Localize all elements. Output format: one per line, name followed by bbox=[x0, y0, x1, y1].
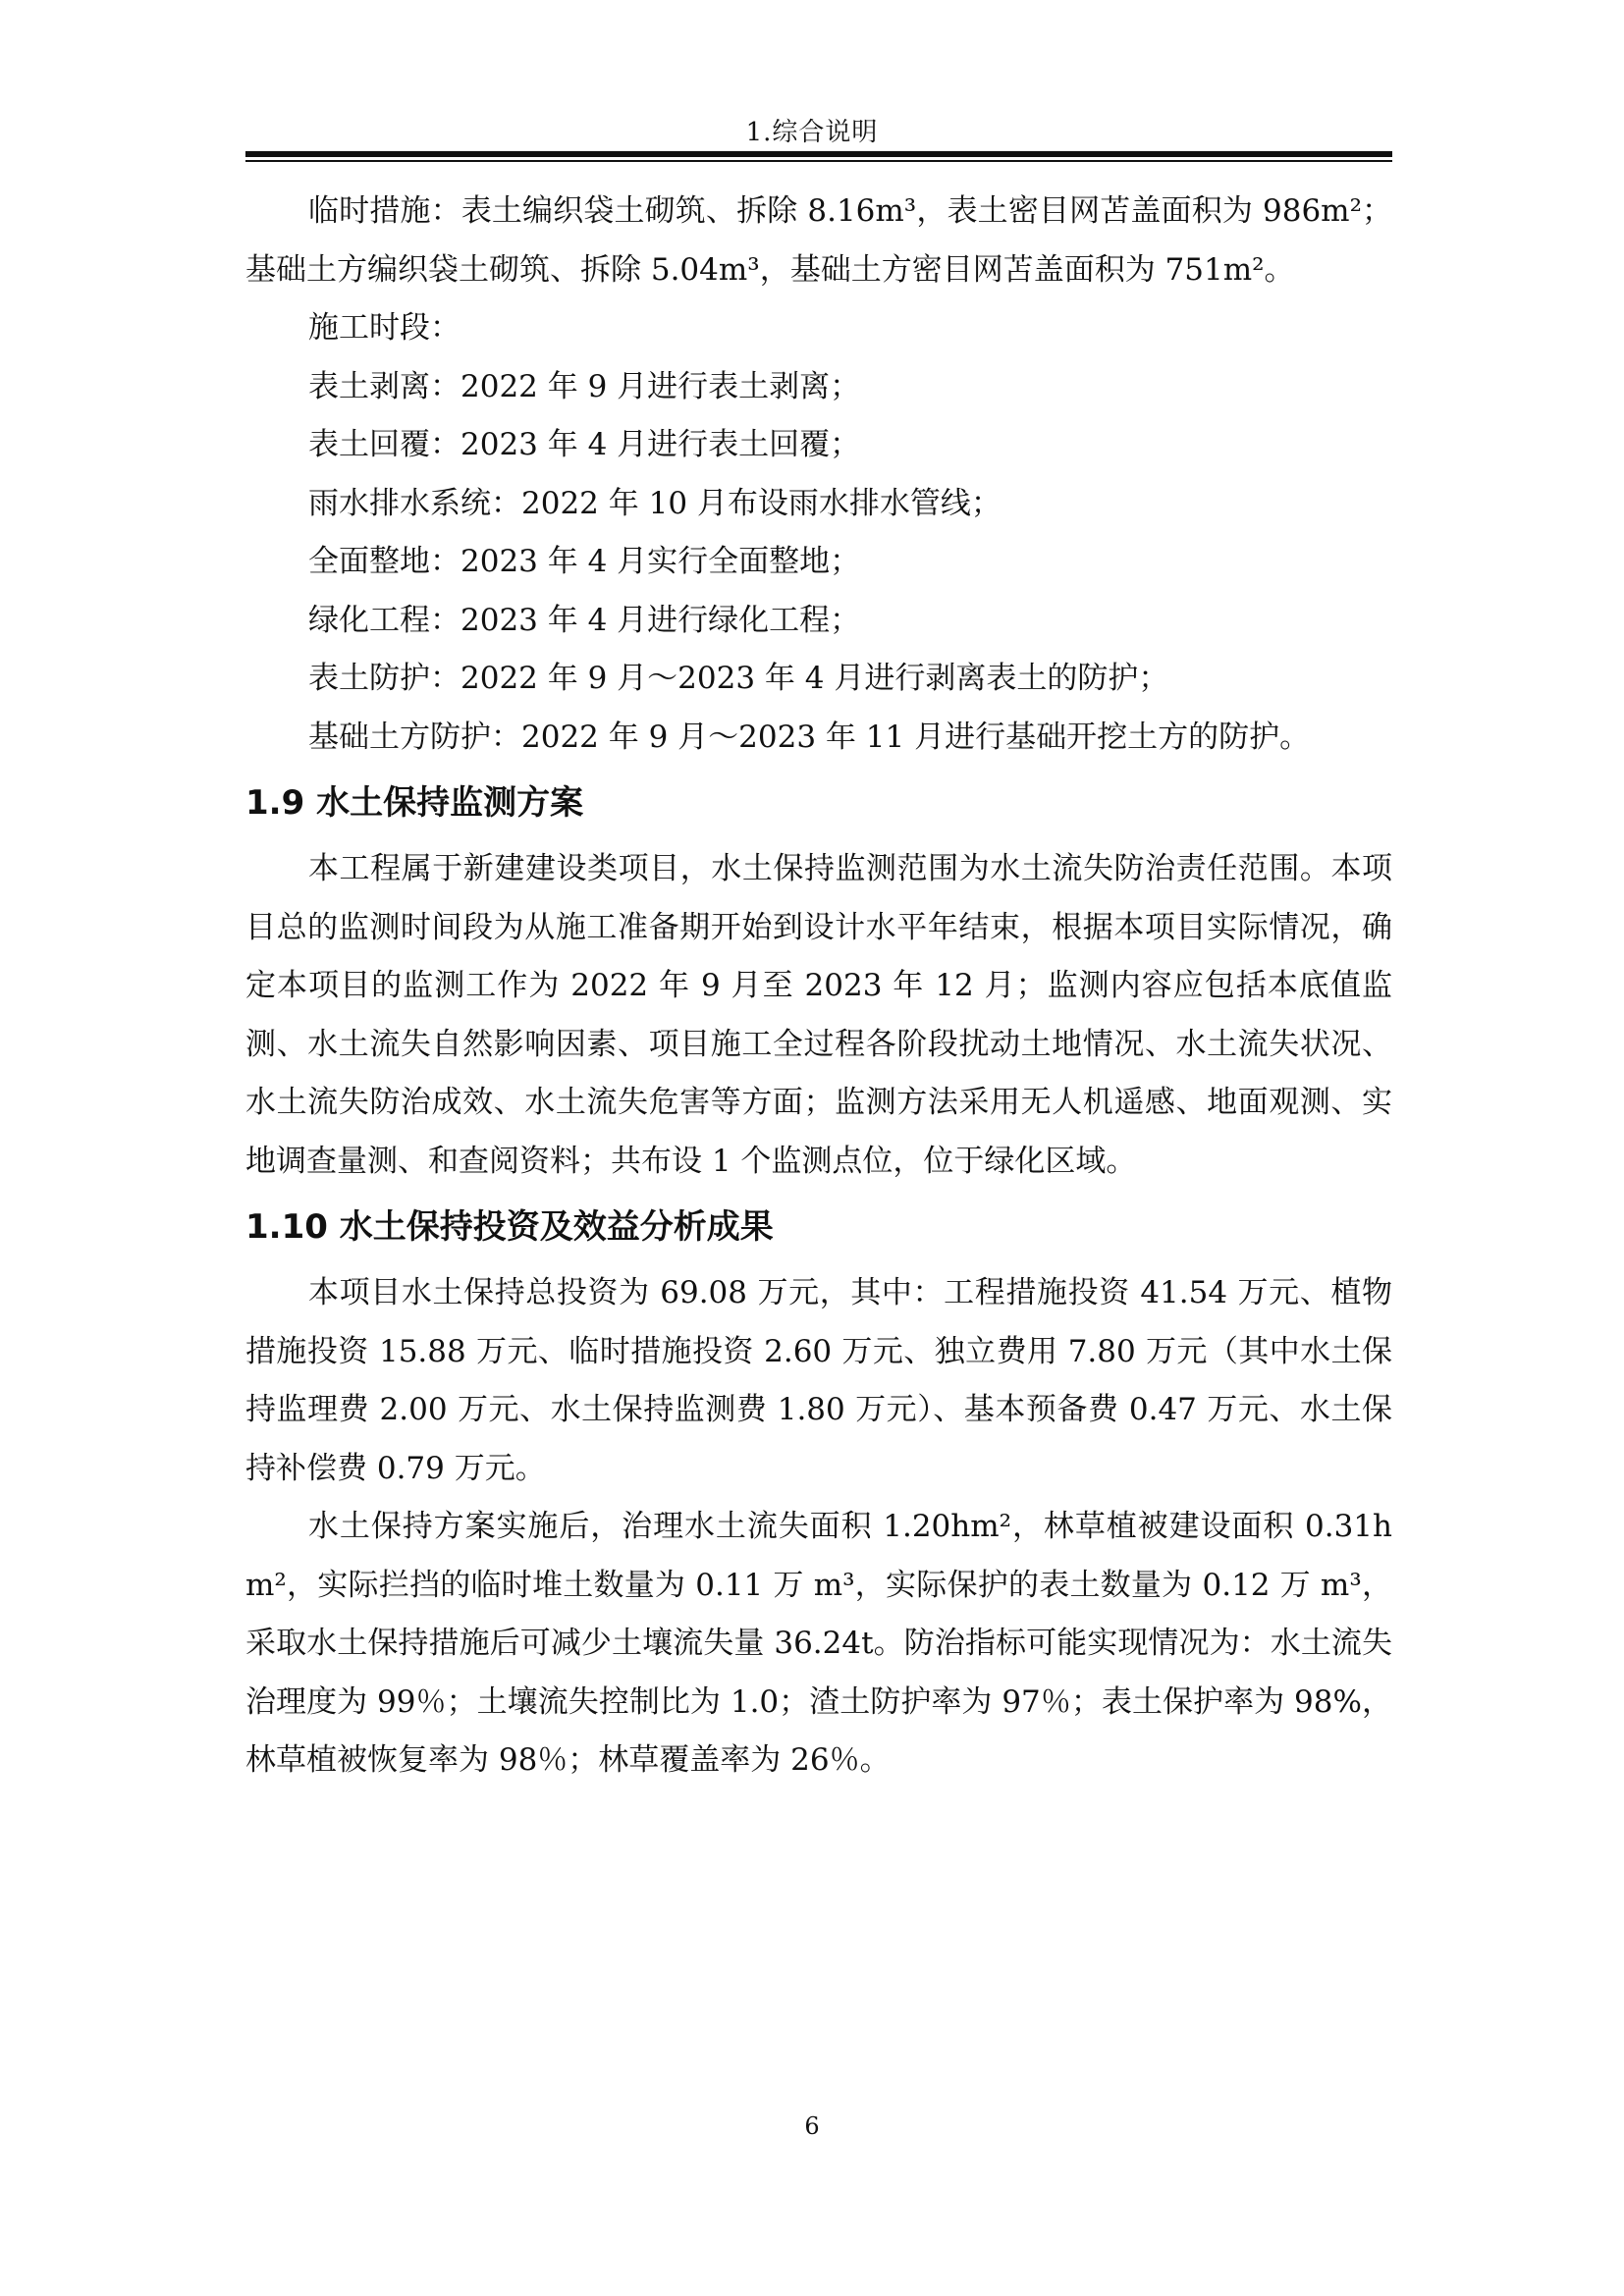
page-header-title: 1.综合说明 bbox=[745, 118, 879, 147]
schedule-item-topsoil-protection: 表土防护：2022 年 9 月～2023 年 4 月进行剥离表土的防护； bbox=[308, 661, 1169, 696]
header-rule-thin bbox=[245, 160, 1392, 162]
schedule-item-foundation-protection: 基础土方防护：2022 年 9 月～2023 年 11 月进行基础开挖土方的防护。 bbox=[308, 719, 1311, 755]
paragraph-temporary-measures: 临时措施：表土编织袋土砌筑、拆除 8.16m³，表土密目网苫盖面积为 986m²；基础土方编织袋土砌筑、拆除 5.04m³，基础土方密目网苫盖面积为 751m²。 bbox=[245, 193, 1392, 288]
header-rule-thick bbox=[245, 151, 1392, 157]
page-content bbox=[245, 183, 1392, 1790]
section-heading-1-10: 1.10 水土保持投资及效益分析成果 bbox=[245, 1207, 774, 1247]
schedule-item-rainwater-drainage: 雨水排水系统：2022 年 10 月布设雨水排水管线； bbox=[308, 485, 1001, 521]
paragraph-benefit: 水土保持方案实施后，治理水土流失面积 1.20hm²，林草植被建设面积 0.31hm²，实际拦挡的临时堆土数量为 0.11 万 m³，实际保护的表土数量为 0.12 万 m³，采取水土保持措施后可减少土壤流失量 36.24t。防治指标可能实现情况为：水土流失治理度为 99％；土壤流失控制比为 1.0；渣土防护率为 97％；表土保护率为 98%，林草植被恢复率为 98％；林草覆盖率为 26％。 bbox=[245, 1509, 1392, 1778]
paragraph-schedule-title: 施工时段： bbox=[308, 310, 460, 346]
schedule-item-land-leveling: 全面整地：2023 年 4 月实行全面整地； bbox=[308, 544, 861, 579]
schedule-item-greening: 绿化工程：2023 年 4 月进行绿化工程； bbox=[308, 602, 861, 638]
schedule-item-topsoil-stripping: 表土剥离：2022 年 9 月进行表土剥离； bbox=[308, 368, 861, 404]
paragraph-monitoring-plan: 本工程属于新建建设类项目，水土保持监测范围为水土流失防治责任范围。本项目总的监测时间段为从施工准备期开始到设计水平年结束，根据本项目实际情况，确定本项目的监测工作为 2022 年 9 月至 2023 年 12 月；监测内容应包括本底值监测、水土流失自然影响因素、项目施工全过程各阶段扰动土地情况、水土流失状况、水土流失防治成效、水土流失危害等方面；监测方法采用无人机遥感、地面观测、实地调查量测、和查阅资料；共布设 1 个监测点位，位于绿化区域。 bbox=[245, 851, 1392, 1179]
page-number: 6 bbox=[804, 2112, 820, 2140]
schedule-item-topsoil-backfill: 表土回覆：2023 年 4 月进行表土回覆； bbox=[308, 427, 861, 462]
paragraph-investment: 本项目水土保持总投资为 69.08 万元，其中：工程措施投资 41.54 万元、植物措施投资 15.88 万元、临时措施投资 2.60 万元、独立费用 7.80 万元（其中水土保持监理费 2.00 万元、水土保持监测费 1.80 万元）、基本预备费 0.47 万元、水土保持补偿费 0.79 万元。 bbox=[245, 1275, 1392, 1486]
section-heading-1-9: 1.9 水土保持监测方案 bbox=[245, 783, 584, 823]
